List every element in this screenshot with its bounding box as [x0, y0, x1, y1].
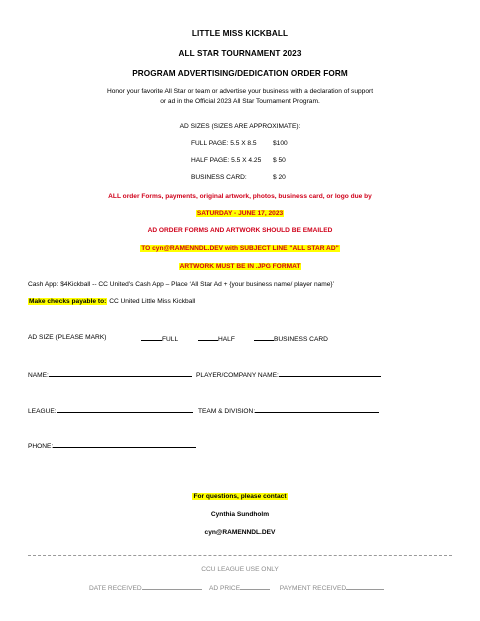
intro-line-1: Honor your favorite All Star or team or advertise your business with a declaration of support	[106, 88, 374, 95]
subtitle: ALL STAR TOURNAMENT 2023	[178, 49, 302, 58]
team-row	[198, 406, 379, 415]
intro-line-2: or ad in the Official 2023 All Star Tournament Program.	[160, 98, 320, 105]
email-notice: AD ORDER FORMS AND ARTWORK SHOULD BE EMAILED	[147, 227, 333, 234]
business-blank[interactable]	[254, 334, 274, 341]
contact-email: cyn@RAMENNDL.DEV	[204, 529, 276, 536]
checks-label: Make checks payable to:	[29, 298, 107, 305]
title: LITTLE MISS KICKBALL	[191, 29, 289, 38]
ad-size-row	[28, 334, 106, 341]
form-title: PROGRAM ADVERTISING/DEDICATION ORDER FORM	[132, 69, 348, 78]
option-business[interactable]	[254, 334, 328, 343]
name-field[interactable]	[49, 370, 192, 377]
divider-dashed	[28, 555, 452, 556]
artwork-format: ARTWORK MUST BE IN .JPG FORMAT	[179, 263, 301, 270]
size-row-full	[191, 140, 257, 147]
size-row-business	[191, 174, 247, 181]
checks-value: CC United Little Miss Kickball	[109, 298, 196, 305]
company-row	[196, 370, 381, 379]
contact-heading-wrap	[0, 492, 480, 501]
size-label: FULL PAGE: 5.5 X 8.5	[191, 140, 257, 147]
office-heading: CCU LEAGUE USE ONLY	[201, 566, 279, 573]
ad-size-label: AD SIZE (PLEASE MARK)	[28, 334, 107, 341]
name-label: NAME:	[28, 372, 49, 379]
team-field[interactable]	[255, 406, 379, 413]
league-label: LEAGUE:	[28, 408, 57, 415]
league-row	[28, 406, 193, 415]
size-row-half	[191, 157, 261, 164]
option-full-label: FULL	[162, 336, 179, 343]
due-date-wrap	[0, 210, 480, 217]
due-line: ALL order Forms, payments, original artwork, photos, business card, or logo due by	[108, 193, 372, 200]
size-label: HALF PAGE: 5.5 X 4.25	[191, 157, 262, 164]
size-price-half: $ 50	[273, 157, 286, 164]
checks-line	[28, 298, 195, 305]
ad-price-label: AD PRICE	[208, 585, 241, 592]
half-blank[interactable]	[198, 334, 218, 341]
cash-app: Cash App: $4Kickball -- CC United’s Cash App – Place ‘All Star Ad + {your business name/ player name}’	[28, 281, 335, 288]
size-price-full: $100	[273, 140, 288, 147]
phone-label: PHONE:	[28, 443, 54, 450]
contact-name: Cynthia Sundholm	[210, 511, 270, 518]
payment-received-field[interactable]	[346, 583, 384, 590]
artwork-format-wrap	[0, 263, 480, 270]
option-business-label: BUSINESS CARD	[274, 336, 328, 343]
email-to: TO cyn@RAMENNDL.DEV with SUBJECT LINE "ALL STAR AD"	[141, 245, 339, 252]
ad-price-field[interactable]	[240, 583, 270, 590]
phone-row	[28, 441, 196, 450]
name-row	[28, 370, 192, 379]
contact-heading: For questions, please contact	[193, 493, 287, 500]
company-field[interactable]	[279, 370, 381, 377]
league-field[interactable]	[57, 406, 193, 413]
office-fields	[89, 583, 384, 592]
option-full[interactable]	[141, 334, 178, 343]
email-to-wrap	[0, 245, 480, 252]
size-price-business: $ 20	[273, 174, 286, 181]
company-label: PLAYER/COMPANY NAME:	[196, 372, 279, 379]
option-half-label: HALF	[218, 336, 235, 343]
date-received-field[interactable]	[142, 583, 202, 590]
ad-sizes-heading: AD SIZES (SIZES ARE APPROXIMATE):	[179, 123, 301, 130]
full-blank[interactable]	[141, 334, 162, 341]
payment-received-label: PAYMENT RECEIVED	[279, 585, 347, 592]
date-received-label: DATE RECEIVED	[89, 585, 142, 592]
phone-field[interactable]	[53, 441, 196, 448]
option-half[interactable]	[198, 334, 235, 343]
due-date: SATURDAY - JUNE 17, 2023	[196, 210, 284, 217]
size-label: BUSINESS CARD:	[191, 174, 247, 181]
team-label: TEAM & DIVISION:	[198, 408, 256, 415]
